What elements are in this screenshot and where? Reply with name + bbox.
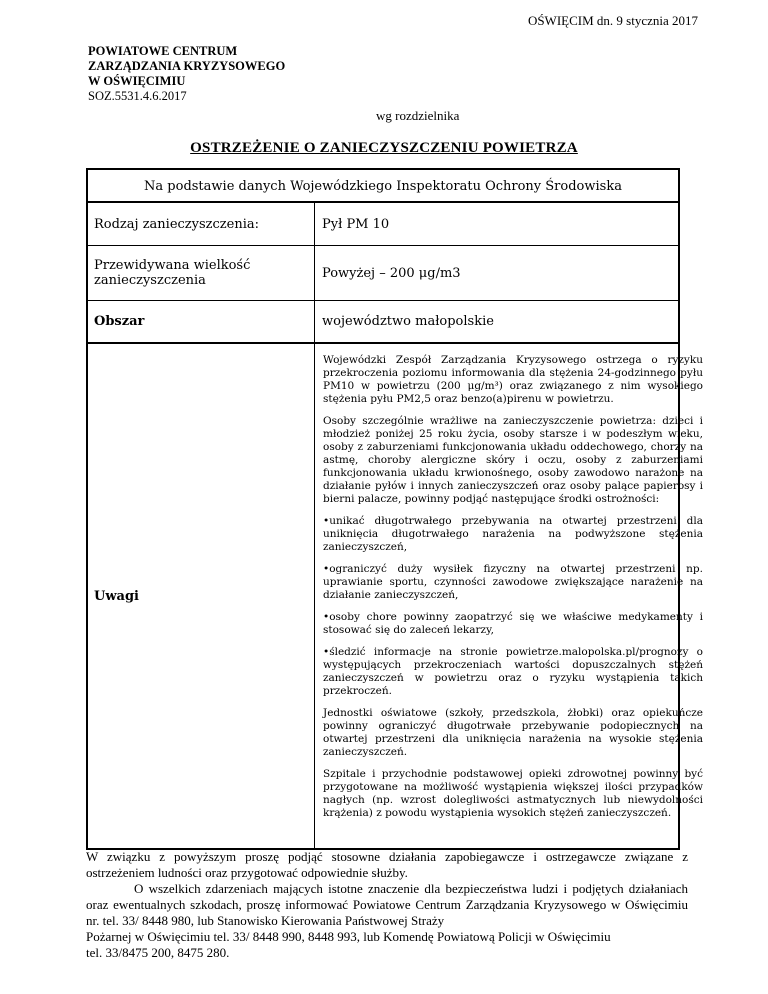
warning-table [86,168,703,850]
issuer-block [88,44,285,104]
footer-paragraph: W związku z powyższym proszę podjąć stosowne działania zapobiegawcze i ostrzegawcze związane z ostrzeżeniem ludności oraz przygotować odpowiednie służby. [86,849,688,880]
document-title: OSTRZEŻENIE O ZANIECZYSZCZENIU POWIETRZA [190,140,578,156]
table-row-pollutant [88,203,678,246]
area-label: Obszar [88,301,315,342]
footer-paragraph: Pożarnej w Oświęcimiu tel. 33/ 8448 990, 8448 993, lub Komendę Powiatową Policji w Oświęcimiu [86,929,611,944]
remarks-label: Uwagi [88,344,315,848]
issuer-name-line: POWIATOWE CENTRUM [88,44,238,58]
remarks-paragraph: •osoby chore powinny zaopatrzyć się we właściwe medykamenty i stosować się do zaleceń lekarzy, [323,611,703,636]
issuer-name-line: W OŚWIĘCIMIU [88,74,186,88]
footer-paragraph: tel. 33/8475 200, 8475 280. [86,945,230,960]
remarks-paragraph: Wojewódzki Zespół Zarządzania Kryzysowego ostrzega o ryzyku przekroczenia poziomu informowania dla stężenia 24-godzinnego pyłu PM10 w powietrzu (200 μg/m³) oraz związanego z nim wysokiego stężenia pyłu PM2,5 oraz benzo(a)pirenu w powietrzu. [323,354,703,405]
footer-paragraph: O wszelkich zdarzeniach mających istotne znaczenie dla bezpieczeństwa ludzi i podjętych działaniach oraz ewentualnych szkodach, proszę informować Powiatowe Centrum Zarządzania Kryzysowego w Oświęcimiu nr. tel. 33/ 8448 980, lub Stanowisko Kierowania Państwowej Straży [86,881,688,928]
level-value: Powyżej – 200 μg/m3 [322,265,461,281]
date-line: OŚWIĘCIM dn. 9 stycznia 2017 [527,13,698,28]
table-row-remarks [88,344,703,848]
pollutant-value: Pył PM 10 [322,216,390,232]
remarks-paragraph: •śledzić informacje na stronie powietrze.malopolska.pl/prognozy o występujących przekroczeniach wartości dopuszczalnych stężeń zanieczyszczeń w powietrzu oraz o ryzyku wystąpienia takich przekroczeń. [323,646,703,697]
footer-text [86,849,688,961]
table-row-area [88,301,678,344]
remarks-text [323,354,703,829]
table-row-level [88,246,678,301]
remarks-paragraph: Jednostki oświatowe (szkoły, przedszkola, żłobki) oraz opiekuńcze powinny ograniczyć długotrwałe przebywanie podopiecznych na otwartej przestrzeni dla uniknięcia narażenia na wysokie stężenia zanieczyszczeń. [323,707,703,758]
remarks-paragraph: Szpitale i przychodnie podstawowej opieki zdrowotnej powinny być przygotowane na możliwość wystąpienia większej ilości przypadków nagłych (np. wzrost dolegliwości astmatycznych lub niewydolności krążenia) z powodu wystąpienia wysokich stężeń zanieczyszczeń. [323,768,703,819]
pollutant-label: Rodzaj zanieczyszczenia: [88,203,315,245]
remarks-paragraph: Osoby szczególnie wrażliwe na zanieczyszczenie powietrza: dzieci i młodzież poniżej 25 roku życia, osoby starsze i w podeszłym wieku, osoby z zaburzeniami funkcjonowania układu oddechowego, chorzy na astmę, choroby alergiczne skóry i oczu, osoby z zaburzeniami funkcjonowania układu krwionośnego, osoby zawodowo narażone na działanie pyłów i innych zanieczyszczeń oraz osoby palące papierosy i bierni palacze, powinny podjąć następujące środki ostrożności: [323,415,703,505]
remarks-paragraph: •unikać długotrwałego przebywania na otwartej przestrzeni dla uniknięcia długotrwałego narażenia na podwyższone stężenia zanieczyszczeń, [323,515,703,553]
distribution-note: wg rozdzielnika [376,108,460,123]
level-label: Przewidywana wielkość zanieczyszczenia [88,246,315,300]
remarks-paragraph: •ograniczyć duży wysiłek fizyczny na otwartej przestrzeni np. uprawianie sportu, czynności zawodowe zwiększające narażenie na działanie zanieczyszczeń, [323,563,703,601]
table-source-header: Na podstawie danych Wojewódzkiego Inspektoratu Ochrony Środowiska [88,170,678,203]
reference-number: SOZ.5531.4.6.2017 [88,89,187,103]
area-value: województwo małopolskie [322,314,494,329]
issuer-name-line: ZARZĄDZANIA KRYZYSOWEGO [88,59,286,73]
